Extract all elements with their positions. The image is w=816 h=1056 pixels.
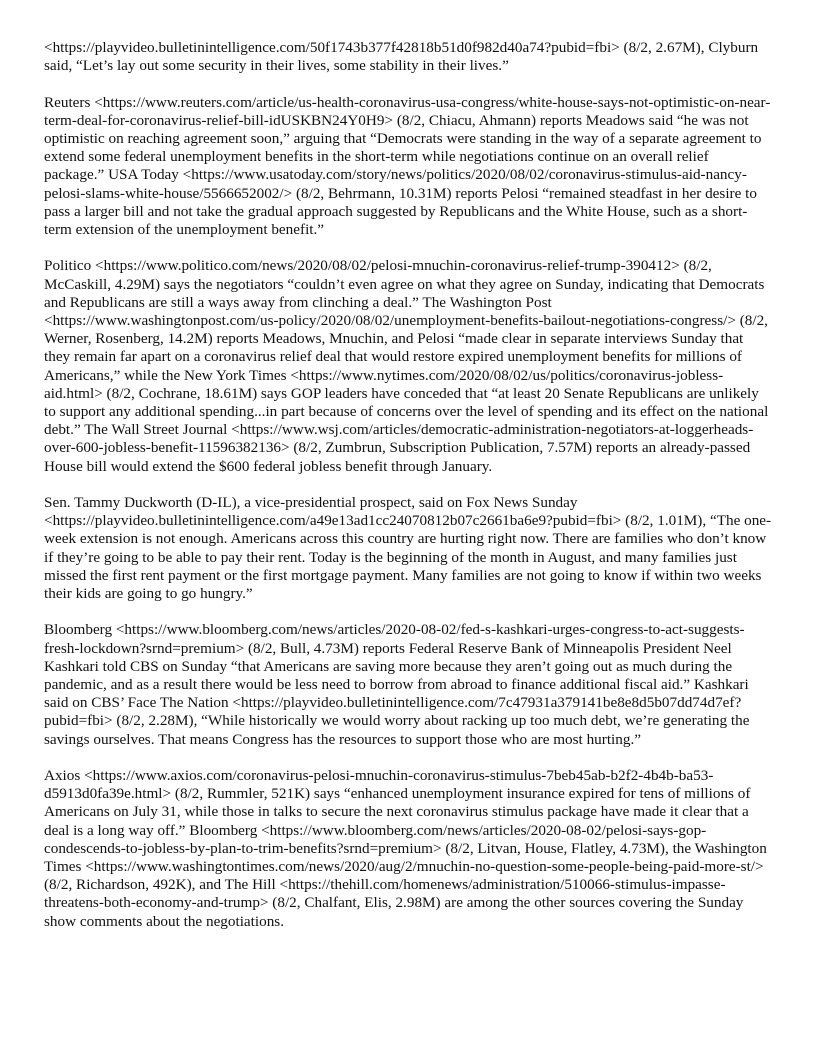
paragraph-politico-wapo-nyt-wsj: Politico <https://www.politico.com/news/2020/08/02/pelosi-mnuchin-coronavirus-relief-trump-390412> (8/2, McCaskill, 4.29M) says the negotiators “couldn’t even agree on what they agree on Sunday, indicating that Democrats and Republicans are still a ways away from clinching a deal.” The Washington Post <https://www.washingtonpost.com/us-policy/2020/08/02/unemployment-benefits-bailout-negotiations-congress/> (8/2, Werner, Rosenberg, 14.2M) reports Meadows, Mnuchin, and Pelosi “made clear in separate interviews Sunday that they remain far apart on a coronavirus relief deal that would restore expired unemployment benefits for millions of Americans,” while the New York Times <https://www.nytimes.com/2020/08/02/us/politics/coronavirus-jobless-aid.html> (8/2, Cochrane, 18.61M) says GOP leaders have conceded that “at least 20 Senate Republicans are unlikely to support any additional spending...in part because of concerns over the level of spending and its effect on the national debt.” The Wall Street Journal <https://www.wsj.com/articles/democratic-administration-negotiators-at-loggerheads-over-600-jobless-benefit-11596382136> (8/2, Zumbrun, Subscription Publication, 7.57M) reports an already-passed House bill would extend the $600 federal jobless benefit through January. (44, 257, 769, 475)
paragraph-clyburn-quote: <https://playvideo.bulletinintelligence.com/50f1743b377f42818b51d0f982d40a74?pubid=fbi> (8/2, 2.67M), Clyburn said, “Let’s lay out some security in their lives, some stability in their lives.” (44, 39, 759, 75)
paragraph-duckworth: Sen. Tammy Duckworth (D-IL), a vice-presidential prospect, said on Fox News Sunday <https://playvideo.bulletinintelligence.com/a49e13ad1cc24070812b07c2661ba6e9?pubid=fbi> (8/2, 1.01M), “The one-week extension is not enough. Americans across this country are hurting right now. There are families who don’t know if they’re going to be able to pay their rent. Today is the beginning of the month in August, and many families just missed the first rent payment or the first mortgage payment. Many families are not going to know if within two weeks their kids are going to go hungry.” (44, 494, 772, 603)
paragraph-axios-other-sources: Axios <https://www.axios.com/coronavirus-pelosi-mnuchin-coronavirus-stimulus-7beb45ab-b2f2-4b4b-ba53-d5913d0fa39e.html> (8/2, Rummler, 521K) says “enhanced unemployment insurance expired for tens of millions of Americans on July 31, while those in talks to secure the next coronavirus stimulus package have made it clear that a deal is a long way off.” Bloomberg <https://www.bloomberg.com/news/articles/2020-08-02/pelosi-says-gop-condescends-to-jobless-by-plan-to-trim-benefits?srnd=premium> (8/2, Litvan, House, Flatley, 4.73M), the Washington Times <https://www.washingtontimes.com/news/2020/aug/2/mnuchin-no-question-some-people-being-paid-more-st/> (8/2, Richardson, 492K), and The Hill <https://thehill.com/homenews/administration/510066-stimulus-impasse-threatens-both-economy-and-trump> (8/2, Chalfant, Elis, 2.98M) are among the other sources covering the Sunday show comments about the negotiations. (44, 767, 767, 930)
paragraph-bloomberg-kashkari: Bloomberg <https://www.bloomberg.com/news/articles/2020-08-02/fed-s-kashkari-urges-congress-to-act-suggests-fresh-lockdown?srnd=premium> (8/2, Bull, 4.73M) reports Federal Reserve Bank of Minneapolis President Neel Kashkari told CBS on Sunday “that Americans are saving more because they aren’t going out as much during the pandemic, and as a result there would be less need to borrow from abroad to finance additional fiscal aid.” Kashkari said on CBS’ Face The Nation <https://playvideo.bulletinintelligence.com/7c47931a379141be8e8d5b07dd74d7ef?pubid=fbi> (8/2, 2.28M), “While historically we would worry about racking up too much debt, we’re generating the savings ourselves. That means Congress has the resources to support those who are most hurting.” (44, 621, 750, 748)
paragraph-reuters-usatoday: Reuters <https://www.reuters.com/article/us-health-coronavirus-usa-congress/white-house-says-not-optimistic-on-near-term-deal-for-coronavirus-relief-bill-idUSKBN24Y0H9> (8/2, Chiacu, Ahmann) reports Meadows said “he was not optimistic on reaching agreement soon,” arguing that “Democrats were standing in the way of a separate agreement to extend some federal unemployment benefits in the short-term while negotiations continue on an overall relief package.” USA Today <https://www.usatoday.com/story/news/politics/2020/08/02/coronavirus-stimulus-aid-nancy-pelosi-slams-white-house/5566652002/> (8/2, Behrmann, 10.31M) reports Pelosi “remained steadfast in her desire to pass a larger bill and not take the gradual approach suggested by Republicans and the White House, such as a short-term extension of the unemployment benefit.” (44, 93, 771, 239)
document-page (44, 39, 772, 931)
